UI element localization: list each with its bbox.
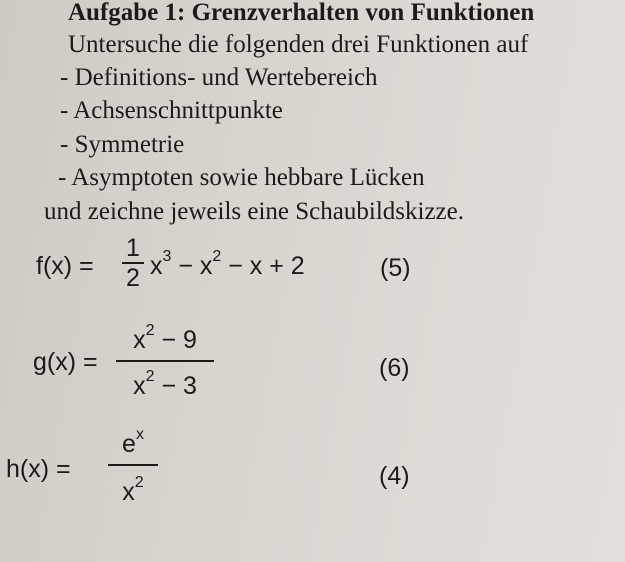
task-item-asymptotes: - Asymptoten sowie hebbare Lücken	[58, 164, 425, 191]
function-h-denominator	[108, 473, 158, 506]
function-h-den-exp: 2	[134, 473, 144, 491]
function-f-rest: − x + 2	[228, 252, 305, 280]
function-f-term2: − x	[178, 252, 213, 280]
function-f-term2-exp: 2	[212, 247, 222, 265]
task-item-symmetry: - Symmetrie	[60, 131, 185, 158]
function-h-num-exp: x	[135, 425, 144, 443]
function-g-den-base: x	[133, 372, 146, 400]
function-g-name: g(x) =	[33, 348, 98, 376]
function-f-points: (5)	[380, 254, 411, 282]
function-h-fraction	[108, 425, 158, 506]
function-g-num-exp: 2	[145, 321, 155, 339]
function-h-numerator	[108, 425, 158, 458]
task-item-intercepts: - Achsenschnittpunkte	[60, 97, 283, 124]
function-g-num-base: x	[133, 326, 146, 354]
task-item-domain-range: - Definitions- und Wertebereich	[60, 64, 378, 91]
fraction-bar	[116, 360, 214, 362]
function-f-fraction	[122, 234, 144, 292]
task-intro: Untersuche die folgenden drei Funktionen auf	[68, 31, 529, 58]
function-h-points: (4)	[379, 462, 410, 490]
function-f-term1-exp: 3	[162, 247, 172, 265]
function-h-den-base: x	[122, 478, 135, 506]
function-f-name: f(x) =	[36, 252, 94, 280]
function-g-fraction	[116, 321, 214, 400]
function-g-num-rest: − 9	[161, 326, 197, 354]
function-f-frac-den: 2	[126, 264, 140, 292]
fraction-bar	[108, 464, 158, 466]
function-h-name: h(x) =	[6, 455, 71, 483]
function-g-den-exp: 2	[145, 367, 155, 385]
function-h-num-base: e	[122, 430, 136, 458]
task-outro: und zeichne jeweils eine Schaubildskizze.	[44, 198, 464, 225]
function-f-frac-num: 1	[126, 234, 140, 262]
function-g-points: (6)	[379, 354, 410, 382]
function-g-numerator	[116, 321, 214, 354]
function-f-expression	[150, 247, 305, 281]
function-f-term1-base: x	[150, 252, 163, 280]
function-g-den-rest: − 3	[161, 372, 197, 400]
function-g-denominator	[116, 367, 214, 400]
task-title: Aufgabe 1: Grenzverhalten von Funktionen	[68, 0, 535, 26]
